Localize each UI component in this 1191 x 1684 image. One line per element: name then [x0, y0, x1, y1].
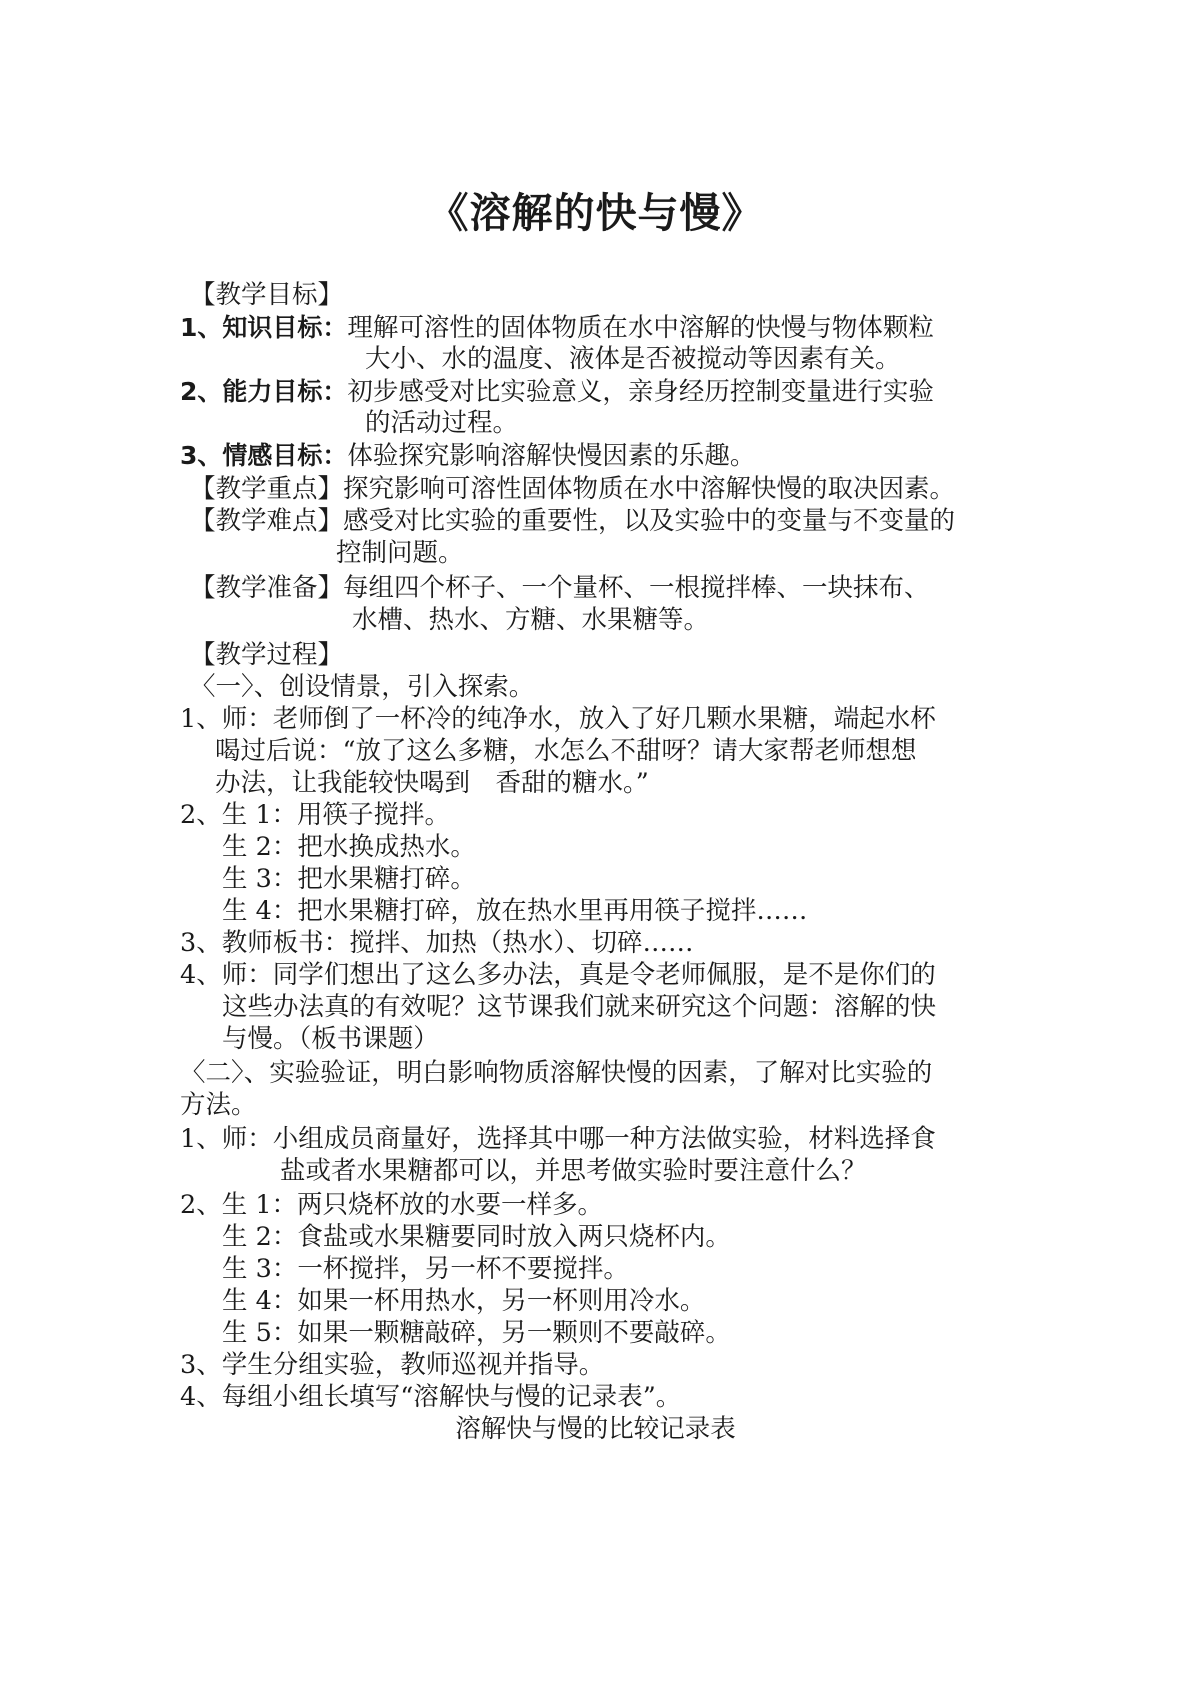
section2-title-cont: 方法。 — [180, 1090, 257, 1120]
ability-objective — [180, 377, 934, 407]
difficulty-cont: 控制问题。 — [336, 538, 464, 568]
section2-title: 〈二〉、实验验证，明白影响物质溶解快慢的因素，了解对比实验的 — [180, 1058, 933, 1088]
ability-objective-text: 初步感受对比实验意义，亲身经历控制变量进行实验 — [347, 377, 934, 407]
preparation-cont: 水槽、热水、方糖、水果糖等。 — [352, 605, 710, 635]
section1-step1-cont: 办法，让我能较快喝到 香甜的糖水。” — [215, 768, 649, 798]
emotion-objective-text: 体验探究影响溶解快慢因素的乐趣。 — [347, 441, 756, 471]
table-caption: 溶解快与慢的比较记录表 — [455, 1414, 736, 1444]
section1-step3: 3、教师板书：搅拌、加热（热水）、切碎…… — [180, 928, 694, 958]
section1-step2-student: 生 4：把水果糖打碎，放在热水里再用筷子搅拌…… — [222, 896, 808, 926]
section1-step4-cont: 这些办法真的有效呢？这节课我们就来研究这个问题：溶解的快 — [222, 992, 937, 1022]
section2-step2-student: 生 5：如果一颗糖敲碎，另一颗则不要敲碎。 — [222, 1318, 731, 1348]
section1-step2: 2、生 1：用筷子搅拌。 — [180, 800, 451, 830]
section1-step1-cont: 喝过后说：“放了这么多糖，水怎么不甜呀？请大家帮老师想想 — [215, 736, 917, 766]
section1-step2-student: 生 3：把水果糖打碎。 — [222, 864, 476, 894]
section2-step2-student: 生 2：食盐或水果糖要同时放入两只烧杯内。 — [222, 1222, 731, 1252]
section1-title: 〈一〉、创设情景，引入探索。 — [190, 672, 535, 702]
preparation: 【教学准备】每组四个杯子、一个量杯、一根搅拌棒、一块抹布、 — [190, 573, 930, 603]
ability-objective-cont: 的活动过程。 — [365, 408, 519, 438]
section2-step2-student: 生 3：一杯搅拌，另一杯不要搅拌。 — [222, 1254, 629, 1284]
knowledge-objective — [180, 313, 934, 343]
key-point: 【教学重点】探究影响可溶性固体物质在水中溶解快慢的取决因素。 — [190, 474, 956, 504]
section2-step1: 1、师：小组成员商量好，选择其中哪一种方法做实验，材料选择食 — [180, 1124, 936, 1154]
knowledge-objective-cont: 大小、水的温度、液体是否被搅动等因素有关。 — [365, 344, 901, 374]
objectives-heading: 【教学目标】 — [190, 280, 344, 310]
emotion-objective — [180, 441, 755, 471]
section2-step2-student: 生 4：如果一杯用热水，另一杯则用冷水。 — [222, 1286, 706, 1316]
section1-step4-cont: 与慢。（板书课题） — [222, 1024, 439, 1054]
section1-step4: 4、师：同学们想出了这么多办法，真是令老师佩服，是不是你们的 — [180, 960, 936, 990]
knowledge-objective-label: 1、知识目标： — [180, 313, 348, 342]
section2-step1-cont: 盐或者水果糖都可以，并思考做实验时要注意什么？ — [280, 1156, 867, 1186]
section2-step3: 3、学生分组实验，教师巡视并指导。 — [180, 1350, 605, 1380]
page-title: 《溶解的快与慢》 — [427, 189, 764, 237]
section2-step2: 2、生 1：两只烧杯放的水要一样多。 — [180, 1190, 604, 1220]
section1-step2-student: 生 2：把水换成热水。 — [222, 832, 476, 862]
ability-objective-label: 2、能力目标： — [180, 377, 348, 406]
section2-step4: 4、每组小组长填写“溶解快与慢的记录表”。 — [180, 1382, 682, 1412]
process-heading: 【教学过程】 — [190, 640, 344, 670]
emotion-objective-label: 3、情感目标： — [180, 441, 348, 470]
section1-step1: 1、师：老师倒了一杯冷的纯净水，放入了好几颗水果糖，端起水杯 — [180, 704, 936, 734]
knowledge-objective-text: 理解可溶性的固体物质在水中溶解的快慢与物体颗粒 — [347, 313, 934, 343]
difficulty: 【教学难点】感受对比实验的重要性，以及实验中的变量与不变量的 — [190, 506, 956, 536]
